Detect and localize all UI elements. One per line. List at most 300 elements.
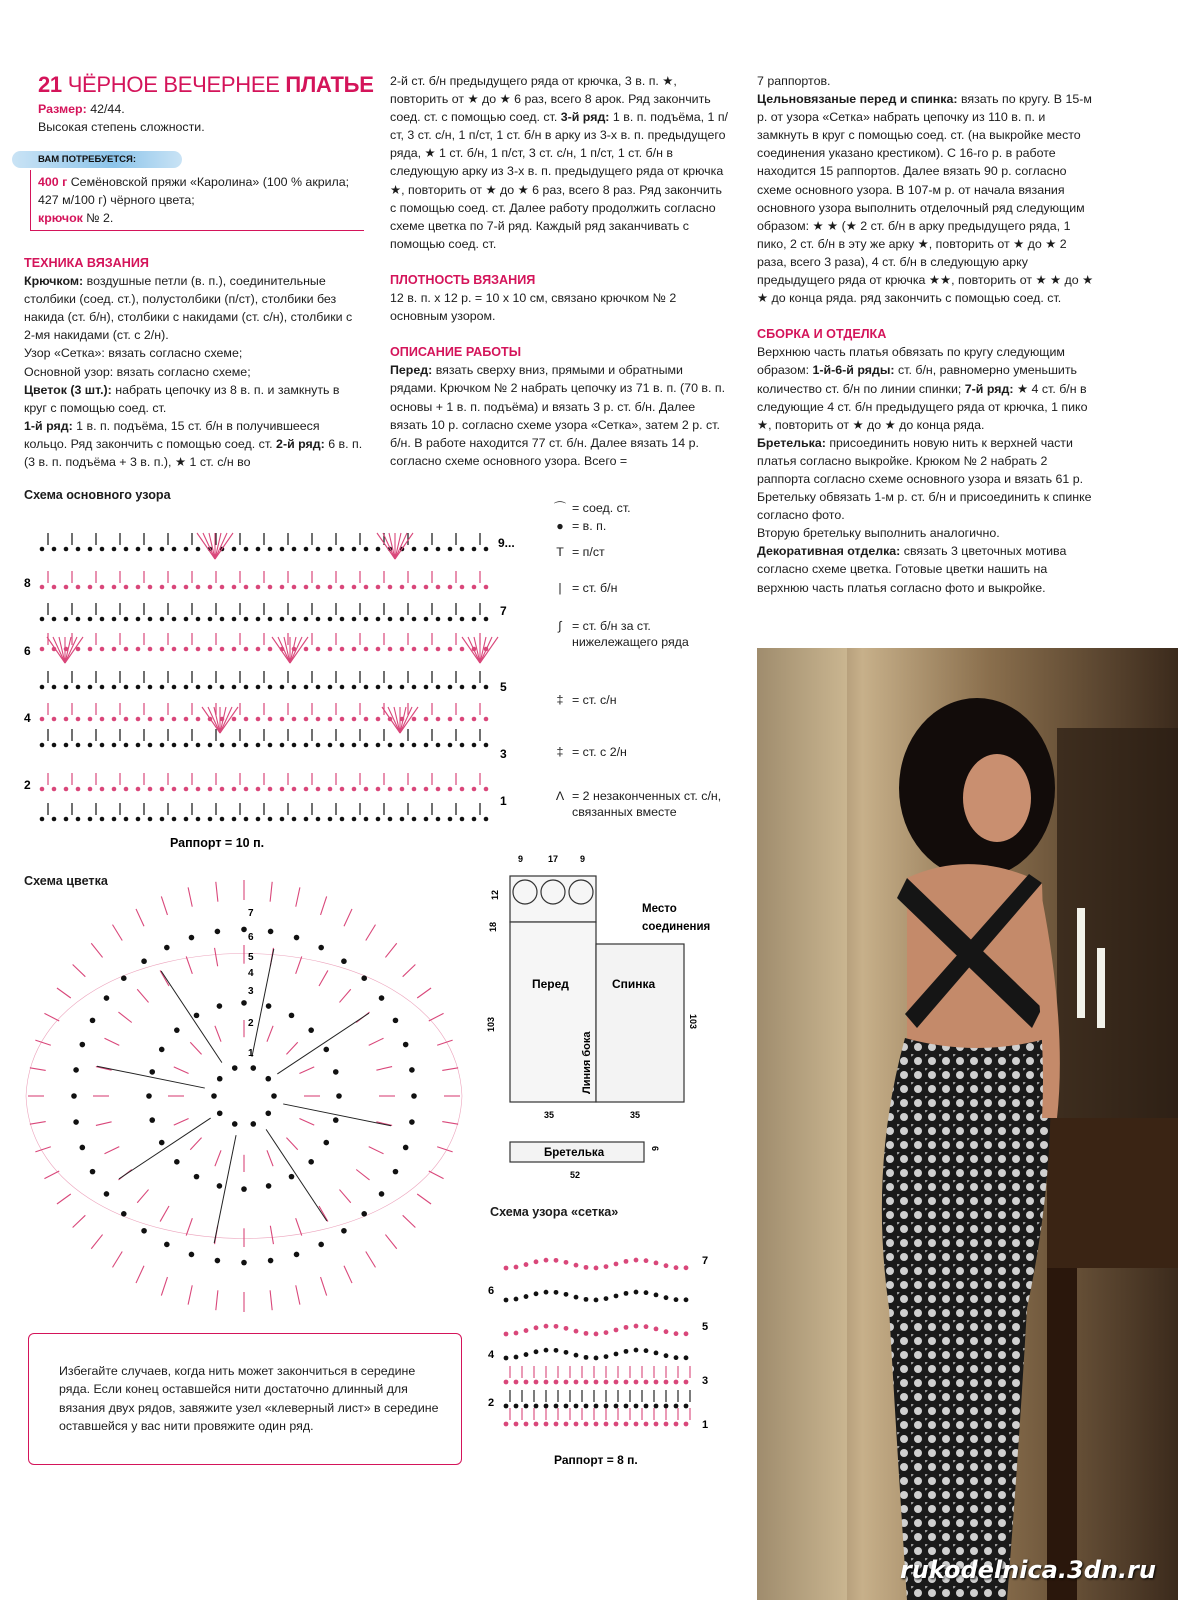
chain-stitch — [328, 547, 333, 552]
mesh-row-label-left: 2 — [488, 1397, 495, 1409]
chain-stitch — [232, 617, 237, 622]
chain-stitch — [436, 743, 441, 748]
chain-stitch — [232, 647, 237, 652]
chain-stitch — [40, 717, 45, 722]
flower-row-label: 2 — [248, 1018, 254, 1029]
chain-stitch — [400, 585, 405, 590]
chain-stitch — [268, 617, 273, 622]
chain-stitch — [220, 817, 225, 822]
chain-stitch — [292, 787, 297, 792]
chain-stitch — [316, 787, 321, 792]
chain-stitch — [448, 717, 453, 722]
chain-stitch — [124, 717, 129, 722]
flower-stitch — [160, 1206, 169, 1222]
chain-stitch — [112, 717, 117, 722]
flower-chain — [289, 1013, 295, 1019]
chain-stitch — [304, 743, 309, 748]
chain-stitch — [208, 617, 213, 622]
flower-stitch — [30, 1068, 46, 1071]
flower-divider — [277, 1013, 369, 1074]
chain-stitch — [244, 585, 249, 590]
chain-stitch — [52, 717, 57, 722]
chain-stitch — [436, 817, 441, 822]
chain-stitch — [448, 787, 453, 792]
chain-stitch — [376, 717, 381, 722]
mesh-chain — [614, 1404, 619, 1409]
rows16-label: 1-й-6-й ряды: — [812, 363, 895, 378]
mesh-row-label-right: 5 — [702, 1321, 709, 1333]
title-normal: ЧЁРНОЕ ВЕЧЕРНЕЕ — [67, 72, 280, 97]
chain-stitch — [472, 743, 477, 748]
legend-symbol: ‡ — [556, 745, 564, 759]
mesh-chain — [644, 1380, 649, 1385]
chain-stitch — [244, 547, 249, 552]
chain-stitch — [388, 817, 393, 822]
flower-stitch — [270, 882, 272, 902]
front-text: вязать сверху вниз, прямыми и обратными рядами. Крючком № 2 набрать цепочку из 71 в. п. (70 в. п. основы + 1 в. п. подъёма) и вязать 3 р. ст. б/н. Далее вязать 10 р. согласно схеме узора «Сетка», затем 2 р. ст. б/н. В работе находится 77 ст. б/н. Далее вязать 14 р. согласно схеме основного узора. Всего = — [390, 363, 726, 468]
chain-stitch — [304, 717, 309, 722]
flower-chain — [104, 1191, 110, 1197]
chain-stitch — [400, 817, 405, 822]
mesh-chain — [594, 1356, 599, 1361]
flower-stitch — [73, 1215, 86, 1227]
chain-stitch — [280, 547, 285, 552]
mesh-chain — [584, 1265, 589, 1270]
chain-stitch — [484, 685, 489, 690]
flower-stitch — [35, 1147, 50, 1152]
mesh-chain — [564, 1404, 569, 1409]
mesh-chain — [674, 1331, 679, 1336]
fan-stitch — [395, 533, 407, 559]
chain-stitch — [88, 743, 93, 748]
mesh-chart-caption: Схема узора «сетка» — [490, 1205, 619, 1219]
flower-chain — [268, 929, 274, 935]
chain-stitch — [184, 647, 189, 652]
chain-stitch — [136, 647, 141, 652]
flower-chart — [14, 876, 474, 1316]
legend-text: = ст. б/н — [572, 581, 618, 595]
flower-chain — [217, 1110, 223, 1116]
chain-stitch — [472, 717, 477, 722]
mesh-chain — [664, 1329, 669, 1334]
flower-chain — [189, 935, 195, 941]
mesh-chain — [644, 1324, 649, 1329]
chain-stitch — [124, 685, 129, 690]
flower-chain — [289, 1174, 295, 1180]
flower-chain — [241, 1186, 247, 1192]
flower-stitch — [190, 1138, 201, 1150]
chain-stitch — [196, 685, 201, 690]
mesh-chain — [534, 1422, 539, 1427]
mesh-chain — [654, 1422, 659, 1427]
chain-stitch — [112, 743, 117, 748]
mesh-chain — [504, 1266, 509, 1271]
flower-stitch — [369, 1038, 384, 1045]
chain-stitch — [376, 585, 381, 590]
flower-stitch — [344, 909, 352, 926]
mesh-chain — [604, 1264, 609, 1269]
flower-chain — [80, 1042, 86, 1048]
dim-side: 18 — [488, 921, 498, 932]
chain-stitch — [376, 617, 381, 622]
flower-stitch — [73, 965, 86, 977]
mesh-chain — [644, 1404, 649, 1409]
chain-stitch — [124, 787, 129, 792]
chain-stitch — [172, 647, 177, 652]
chain-stitch — [100, 585, 105, 590]
mesh-chain — [614, 1328, 619, 1333]
chain-stitch — [400, 617, 405, 622]
chain-stitch — [292, 547, 297, 552]
legend-symbol: ∫ — [558, 619, 562, 633]
mesh-chain — [624, 1422, 629, 1427]
mesh-chain — [534, 1291, 539, 1296]
chain-stitch — [52, 617, 57, 622]
chain-stitch — [88, 617, 93, 622]
flower-stitch — [118, 1012, 131, 1022]
chain-stitch — [88, 787, 93, 792]
mesh-chain — [614, 1262, 619, 1267]
flower-chain — [341, 958, 347, 964]
mesh-chain — [554, 1290, 559, 1295]
page-title — [38, 72, 374, 98]
flower-stitch — [91, 1235, 102, 1249]
chain-stitch — [148, 717, 153, 722]
chain-stitch — [268, 585, 273, 590]
work-heading: ОПИСАНИЕ РАБОТЫ — [390, 345, 522, 360]
chain-stitch — [256, 617, 261, 622]
decor-text: связать 3 цветочных мотива согласно схеме цветка. Готовые цветки нашить на верхнюю часть платья согласно фото и выкройке. — [757, 544, 1067, 595]
chain-stitch — [388, 647, 393, 652]
legend-text: = 2 незаконченных ст. с/н, связанных вместе — [572, 789, 722, 819]
chain-stitch — [340, 717, 345, 722]
chain-stitch — [40, 647, 45, 652]
width-left: 35 — [544, 1110, 555, 1120]
chain-stitch — [160, 685, 165, 690]
body-label: Цельновязаные перед и спинка: — [757, 92, 958, 107]
flower-chain — [194, 1174, 200, 1180]
chain-stitch — [460, 743, 465, 748]
chain-stitch — [196, 743, 201, 748]
back-panel — [596, 944, 684, 1102]
mesh-chain — [644, 1290, 649, 1295]
flower-chain — [215, 929, 221, 935]
chain-stitch — [268, 547, 273, 552]
chain-stitch — [436, 617, 441, 622]
mesh-chain — [584, 1355, 589, 1360]
main-rapport: Раппорт = 10 п. — [170, 836, 265, 850]
flower-chain — [361, 975, 367, 981]
flower-stitch — [286, 1042, 297, 1054]
mesh-chain — [594, 1422, 599, 1427]
mesh-chain — [564, 1260, 569, 1265]
chain-stitch — [76, 743, 81, 748]
chain-stitch — [196, 717, 201, 722]
flower-stitch — [429, 1013, 444, 1021]
flower-stitch — [104, 1038, 119, 1045]
column-3 — [757, 72, 1094, 597]
chain-stitch — [196, 787, 201, 792]
flower-stitch — [136, 909, 144, 926]
chain-stitch — [64, 717, 69, 722]
decor-label: Декоративная отделка: — [757, 544, 901, 559]
join-label: соединения — [642, 921, 711, 933]
chain-stitch — [472, 547, 477, 552]
chain-stitch — [256, 787, 261, 792]
mesh-row-label-right: 7 — [702, 1255, 709, 1267]
flower-stitch — [417, 988, 431, 998]
row7-label: 7-й ряд: — [964, 381, 1014, 396]
flower-stitch — [57, 1194, 71, 1204]
chain-stitch — [52, 817, 57, 822]
fan-stitch — [215, 533, 227, 559]
mesh-chain — [564, 1380, 569, 1385]
flower-chain — [232, 1121, 238, 1127]
chain-stitch — [172, 547, 177, 552]
flower-chain — [294, 935, 300, 941]
mesh-chain — [574, 1263, 579, 1268]
mesh-chain — [644, 1348, 649, 1353]
width-right: 35 — [630, 1110, 641, 1120]
chain-stitch — [184, 787, 189, 792]
chain-stitch — [88, 547, 93, 552]
flower-stitch — [339, 1190, 350, 1203]
chain-stitch — [304, 647, 309, 652]
chain-stitch — [40, 617, 45, 622]
mesh-chain — [674, 1297, 679, 1302]
hook-value: № 2. — [86, 211, 114, 226]
flower-stitch — [215, 1026, 221, 1042]
chain-stitch — [184, 717, 189, 722]
legend-text: = в. п. — [572, 519, 607, 533]
legend-symbol: ⌒ — [553, 501, 567, 515]
chain-stitch — [76, 547, 81, 552]
chain-stitch — [328, 617, 333, 622]
flower-stitch — [190, 1042, 201, 1054]
mesh-row-label-left: 4 — [488, 1349, 495, 1361]
mesh-chain — [594, 1298, 599, 1303]
flower-chain — [90, 1018, 96, 1024]
chain-stitch — [316, 547, 321, 552]
flower-stitch — [44, 1013, 59, 1021]
mesh-chain — [584, 1297, 589, 1302]
chain-stitch — [148, 817, 153, 822]
flower-chain — [174, 1159, 180, 1165]
column-2 — [390, 72, 730, 470]
legend-text: = ст. с 2/н — [572, 745, 627, 759]
flower-chain — [308, 1027, 314, 1033]
chain-stitch — [88, 647, 93, 652]
flower-stitch — [161, 896, 167, 914]
mesh-chain — [644, 1422, 649, 1427]
mesh-chain — [664, 1422, 669, 1427]
chain-stitch — [460, 617, 465, 622]
chain-stitch — [76, 685, 81, 690]
main-chart-caption: Схема основного узора — [24, 488, 171, 502]
bodice-top — [510, 876, 596, 922]
dress-photo — [757, 648, 1178, 1600]
chain-stitch — [400, 647, 405, 652]
chain-stitch — [460, 685, 465, 690]
chain-stitch — [208, 743, 213, 748]
flower-stitch — [216, 882, 218, 902]
flower-chain — [241, 927, 247, 933]
mesh-chain — [554, 1404, 559, 1409]
strap-width: 52 — [570, 1170, 581, 1180]
chain-stitch — [136, 585, 141, 590]
chain-stitch — [436, 547, 441, 552]
chain-stitch — [40, 547, 45, 552]
chain-stitch — [172, 617, 177, 622]
flower-chain — [268, 1258, 274, 1264]
mesh-chain — [574, 1380, 579, 1385]
chain-stitch — [88, 585, 93, 590]
flower-stitch — [319, 1206, 328, 1222]
mesh-chain — [554, 1380, 559, 1385]
chain-stitch — [316, 617, 321, 622]
chain-stitch — [172, 585, 177, 590]
flower-chain — [333, 1069, 339, 1075]
mesh-chain — [674, 1355, 679, 1360]
mesh-chain — [554, 1348, 559, 1353]
col3-cont: 7 раппортов. — [757, 74, 831, 88]
flower-stitch — [321, 1277, 327, 1295]
chain-stitch — [76, 817, 81, 822]
flower-chain — [174, 1027, 180, 1033]
mesh-chain — [564, 1350, 569, 1355]
flower-chain — [149, 1117, 155, 1123]
fan-stitch — [480, 637, 492, 663]
chain-stitch — [148, 787, 153, 792]
chain-stitch — [232, 817, 237, 822]
chain-stitch — [280, 787, 285, 792]
chain-stitch — [376, 685, 381, 690]
chain-stitch — [424, 647, 429, 652]
chain-stitch — [40, 787, 45, 792]
mesh-chain — [594, 1266, 599, 1271]
size-label: Размер: — [38, 102, 87, 116]
chain-stitch — [460, 585, 465, 590]
flower-chain — [393, 1169, 399, 1175]
main-row-label-left: 2 — [24, 778, 31, 792]
flower-stitch — [385, 943, 396, 957]
chain-stitch — [424, 743, 429, 748]
chain-stitch — [328, 685, 333, 690]
mesh-chain — [664, 1295, 669, 1300]
photo-illustration — [757, 648, 1178, 1600]
mesh-chain — [514, 1265, 519, 1270]
mesh-chain — [634, 1258, 639, 1263]
chain-stitch — [364, 817, 369, 822]
flower-stitch — [296, 956, 302, 973]
flower-chain — [411, 1093, 417, 1099]
mesh-chain — [684, 1297, 689, 1302]
chain-stitch — [424, 585, 429, 590]
flower-chain — [80, 1145, 86, 1151]
flower-stitch — [161, 1277, 167, 1295]
chain-stitch — [184, 617, 189, 622]
chain-stitch — [136, 547, 141, 552]
flower-chain — [189, 1252, 195, 1258]
chain-stitch — [352, 685, 357, 690]
chain-stitch — [448, 547, 453, 552]
mesh-chain — [654, 1404, 659, 1409]
main-row-label-right: 9... — [498, 536, 515, 550]
mesh-chain — [614, 1294, 619, 1299]
legend-text: = п/ст — [572, 545, 605, 559]
fan-stitch — [290, 637, 302, 663]
mesh-chain — [614, 1380, 619, 1385]
chain-stitch — [52, 743, 57, 748]
mesh-chain — [574, 1295, 579, 1300]
chain-stitch — [364, 743, 369, 748]
flower-stitch — [437, 1040, 452, 1045]
chain-stitch — [388, 585, 393, 590]
chain-stitch — [328, 647, 333, 652]
mesh-chain — [514, 1297, 519, 1302]
chain-stitch — [364, 617, 369, 622]
chain-stitch — [304, 787, 309, 792]
strap2-text: Вторую бретельку выполнить аналогично. — [757, 526, 1000, 541]
flower-stitch — [174, 1067, 189, 1074]
flower-stitch — [385, 1235, 396, 1249]
flower-stitch — [321, 896, 327, 914]
chain-stitch — [40, 585, 45, 590]
chain-stitch — [148, 743, 153, 748]
flower-chain — [217, 1076, 223, 1082]
flower-stitch — [174, 1119, 189, 1126]
pattern-number: 21 — [38, 72, 62, 97]
chain-stitch — [484, 787, 489, 792]
mesh-chart — [484, 1234, 724, 1474]
chain-stitch — [220, 685, 225, 690]
chain-stitch — [268, 717, 273, 722]
chain-stitch — [448, 585, 453, 590]
chain-stitch — [412, 647, 417, 652]
mesh-chain — [534, 1259, 539, 1264]
flower-stitch — [30, 1122, 46, 1125]
chain-stitch — [304, 585, 309, 590]
chain-stitch — [64, 585, 69, 590]
flower-chain — [141, 958, 147, 964]
chain-stitch — [100, 817, 105, 822]
chain-stitch — [280, 585, 285, 590]
flower-stitch — [44, 1171, 59, 1179]
chain-stitch — [436, 647, 441, 652]
flower-chain — [403, 1042, 409, 1048]
strap-text: присоединить новую нить к верхней части платья согласно выкройке. Крюком № 2 набрать 2 раппорта согласно схеме основного узора и вязать 61 р. Бретельку обвязать 1-м р. ст. б/н и присоединить к спинке согласно фото. — [757, 435, 1092, 523]
chain-stitch — [436, 685, 441, 690]
flower-divider — [252, 949, 274, 1057]
chain-stitch — [328, 817, 333, 822]
flower-chain — [379, 995, 385, 1001]
chain-stitch — [292, 817, 297, 822]
strap-height: 6 — [650, 1146, 660, 1152]
chain-stitch — [256, 647, 261, 652]
chain-stitch — [148, 647, 153, 652]
garment-pattern — [482, 850, 722, 1180]
mesh-chain — [624, 1259, 629, 1264]
mesh-chain — [524, 1404, 529, 1409]
chain-stitch — [400, 685, 405, 690]
front-label: Перед — [532, 977, 569, 991]
main-row-label-right: 1 — [500, 794, 507, 808]
flower-row-label: 5 — [248, 952, 254, 963]
chain-stitch — [160, 743, 165, 748]
chain-stitch — [268, 787, 273, 792]
chain-stitch — [136, 617, 141, 622]
hook-technique-label: Крючком: — [24, 274, 84, 289]
